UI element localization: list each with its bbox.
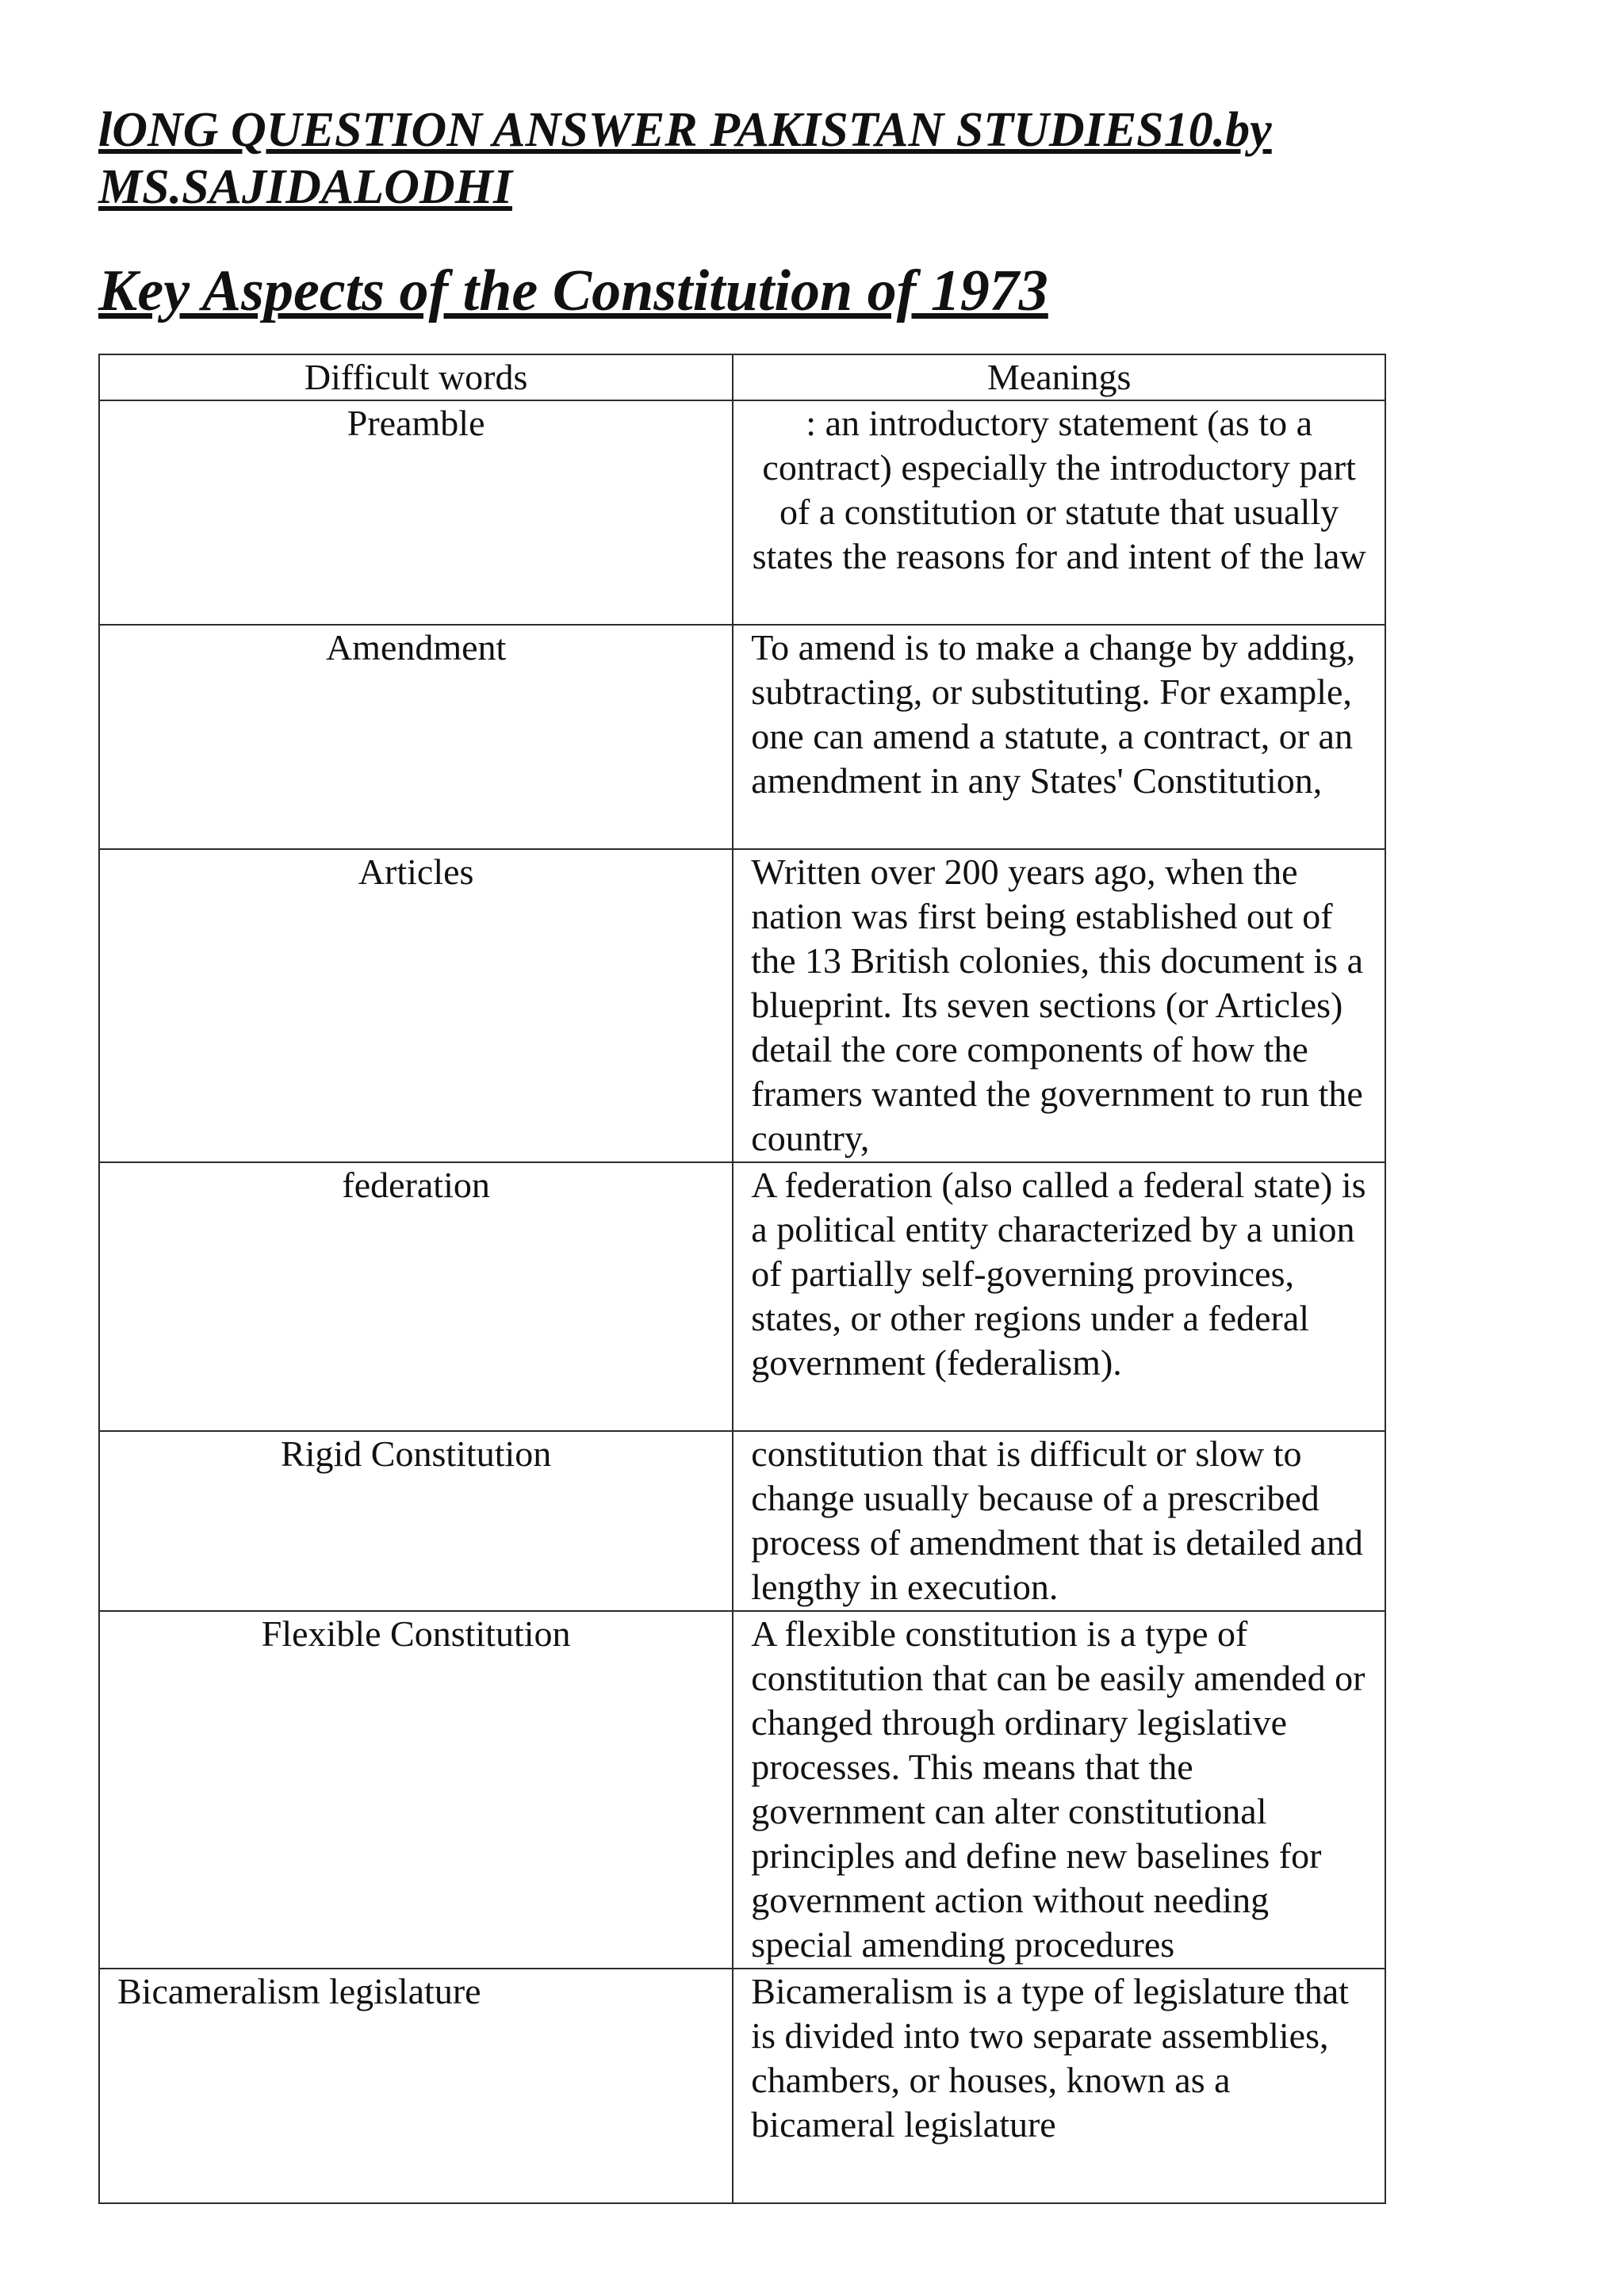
table-row [99,400,1385,625]
word-cell: federation [99,1162,733,1431]
word-cell: Preamble [99,400,733,625]
word-cell: Rigid Constitution [99,1431,733,1611]
meaning-cell: A federation (also called a federal state) is a political entity characterized by a union of partially self-governing provinces, states, or other regions under a federal government (federalism). [733,1162,1385,1431]
table-row [99,1969,1385,2203]
document-title: lONG QUESTION ANSWER PAKISTAN STUDIES10.by MS.SAJIDALODHI [98,103,1272,214]
word-cell: Bicameralism legislature [99,1969,733,2203]
meaning-cell: constitution that is difficult or slow to change usually because of a prescribed process of amendment that is detailed and lengthy in execution. [733,1431,1385,1611]
table-row [99,1611,1385,1969]
meaning-cell: Written over 200 years ago, when the nation was first being established out of the 13 British colonies, this document is a blueprint. Its seven sections (or Articles) detail the core components of how the framers wanted the government to run the country, [733,849,1385,1162]
meaning-cell: A flexible constitution is a type of constitution that can be easily amended or changed through ordinary legislative processes. This means that the government can alter constitutional principles and define new baselines for government action without needing special amending procedures [733,1611,1385,1969]
header-difficult-words: Difficult words [99,354,733,400]
meaning-cell: Bicameralism is a type of legislature that is divided into two separate assemblies, chambers, or houses, known as a bicameral legislature [733,1969,1385,2203]
table-row [99,1162,1385,1431]
vocabulary-table [98,354,1386,2204]
table-row [99,625,1385,849]
table-header-row [99,354,1385,400]
word-cell: Amendment [99,625,733,849]
table-row [99,849,1385,1162]
section-heading: Key Aspects of the Constitution of 1973 [98,258,1048,323]
header-meanings: Meanings [733,354,1385,400]
meaning-cell: : an introductory statement (as to a contract) especially the introductory part of a constitution or statute that usually states the reasons for and intent of the law [733,400,1385,625]
table-row [99,1431,1385,1611]
word-cell: Articles [99,849,733,1162]
meaning-cell: To amend is to make a change by adding, subtracting, or substituting. For example, one can amend a statute, a contract, or an amendment in any States' Constitution, [733,625,1385,849]
word-cell: Flexible Constitution [99,1611,733,1969]
